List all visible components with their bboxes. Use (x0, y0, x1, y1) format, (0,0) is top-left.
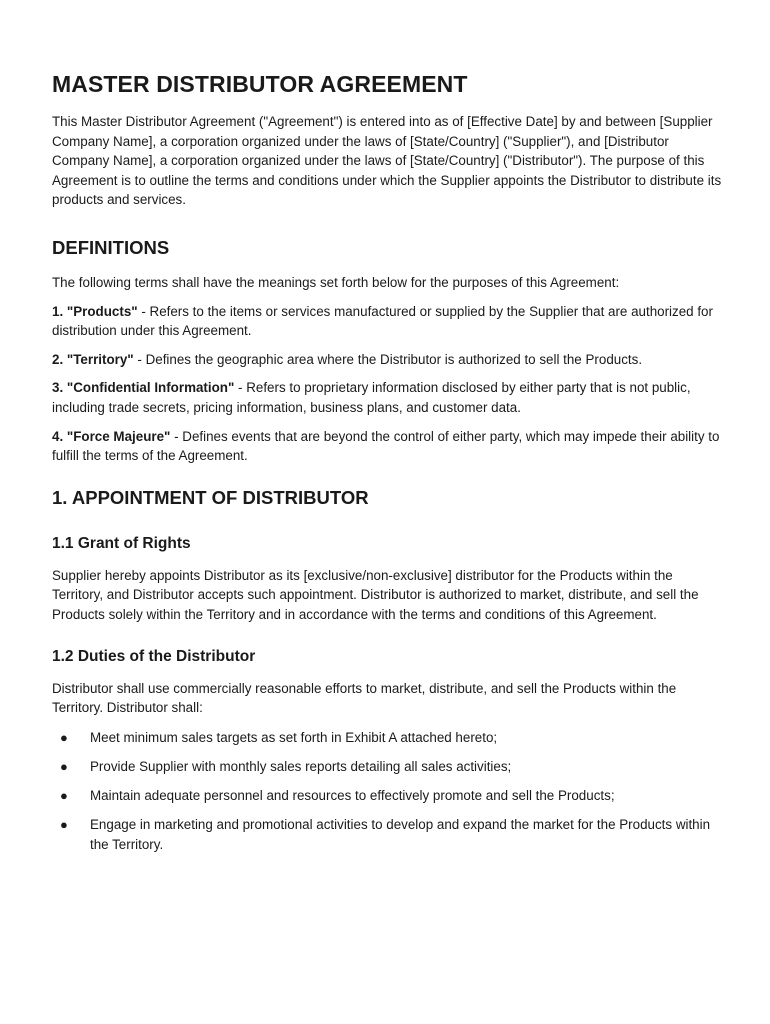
definition-item (52, 378, 724, 417)
bullet-icon: ● (60, 816, 68, 832)
list-item (52, 757, 724, 777)
section-1-heading: 1. APPOINTMENT OF DISTRIBUTOR (52, 486, 369, 508)
definition-item (52, 302, 724, 341)
bullet-icon: ● (60, 758, 68, 774)
definition-term: 3. "Confidential Information" (52, 380, 235, 396)
intro-paragraph: This Master Distributor Agreement ("Agreement") is entered into as of [Effective Date] by and between [Supplier Company Name], a corporation organized under the laws of [State/Country] ("Supplier"), and [Distributor Company Name], a corporation organized under the laws of [State/Country] ("Distributor"). The purpose of this Agreement is to outline the terms and conditions under which the Supplier appoints the Distributor to distribute its products and services. (52, 114, 722, 208)
list-item-text: Provide Supplier with monthly sales reports detailing all sales activities; (90, 758, 512, 774)
duties-list (52, 728, 724, 854)
definition-item (52, 427, 724, 466)
list-item-text: Meet minimum sales targets as set forth in Exhibit A attached hereto; (90, 729, 498, 745)
definition-text: - Refers to the items or services manufactured or supplied by the Supplier that are authorized for distribution under this Agreement. (52, 303, 713, 339)
definition-text: - Refers to proprietary information disclosed by either party that is not public, including trade secrets, pricing information, business plans, and customer data. (52, 380, 691, 415)
list-item-text: Engage in marketing and promotional activities to develop and expand the market for the Products within the Territory. (90, 816, 711, 852)
subsection-1-1-heading: 1.1 Grant of Rights (52, 534, 191, 552)
list-item-text: Maintain adequate personnel and resources to effectively promote and sell the Products; (90, 787, 615, 803)
document-page (52, 70, 724, 864)
definition-item (52, 350, 724, 370)
list-item (52, 815, 724, 854)
document-title: MASTER DISTRIBUTOR AGREEMENT (52, 71, 468, 97)
list-item (52, 728, 724, 748)
definitions-lead: The following terms shall have the meanings set forth below for the purposes of this Agreement: (52, 274, 620, 290)
list-item (52, 786, 724, 806)
definition-term: 2. "Territory" (52, 351, 134, 367)
definition-text: - Defines events that are beyond the control of either party, which may impede their ability to fulfill the terms of the Agreement. (52, 428, 720, 464)
definitions-heading: DEFINITIONS (52, 236, 170, 258)
subsection-1-2-heading: 1.2 Duties of the Distributor (52, 647, 256, 665)
subsection-1-1-text: Supplier hereby appoints Distributor as its [exclusive/non-exclusive] distributor for the Products within the Territory, and Distributor accepts such appointment. Distributor is authorized to market, distribute, and sell the Products solely within the Territory and in accordance with the terms and conditions of this Agreement. (52, 567, 699, 622)
subsection-1-2-text: Distributor shall use commercially reasonable efforts to market, distribute, and sell the Products within the Territory. Distributor shall: (52, 680, 677, 716)
bullet-icon: ● (60, 787, 68, 803)
definition-term: 4. "Force Majeure" (52, 428, 171, 444)
bullet-icon: ● (60, 729, 68, 745)
definition-text: - Defines the geographic area where the Distributor is authorized to sell the Products. (133, 351, 643, 367)
definition-term: 1. "Products" (52, 303, 138, 319)
